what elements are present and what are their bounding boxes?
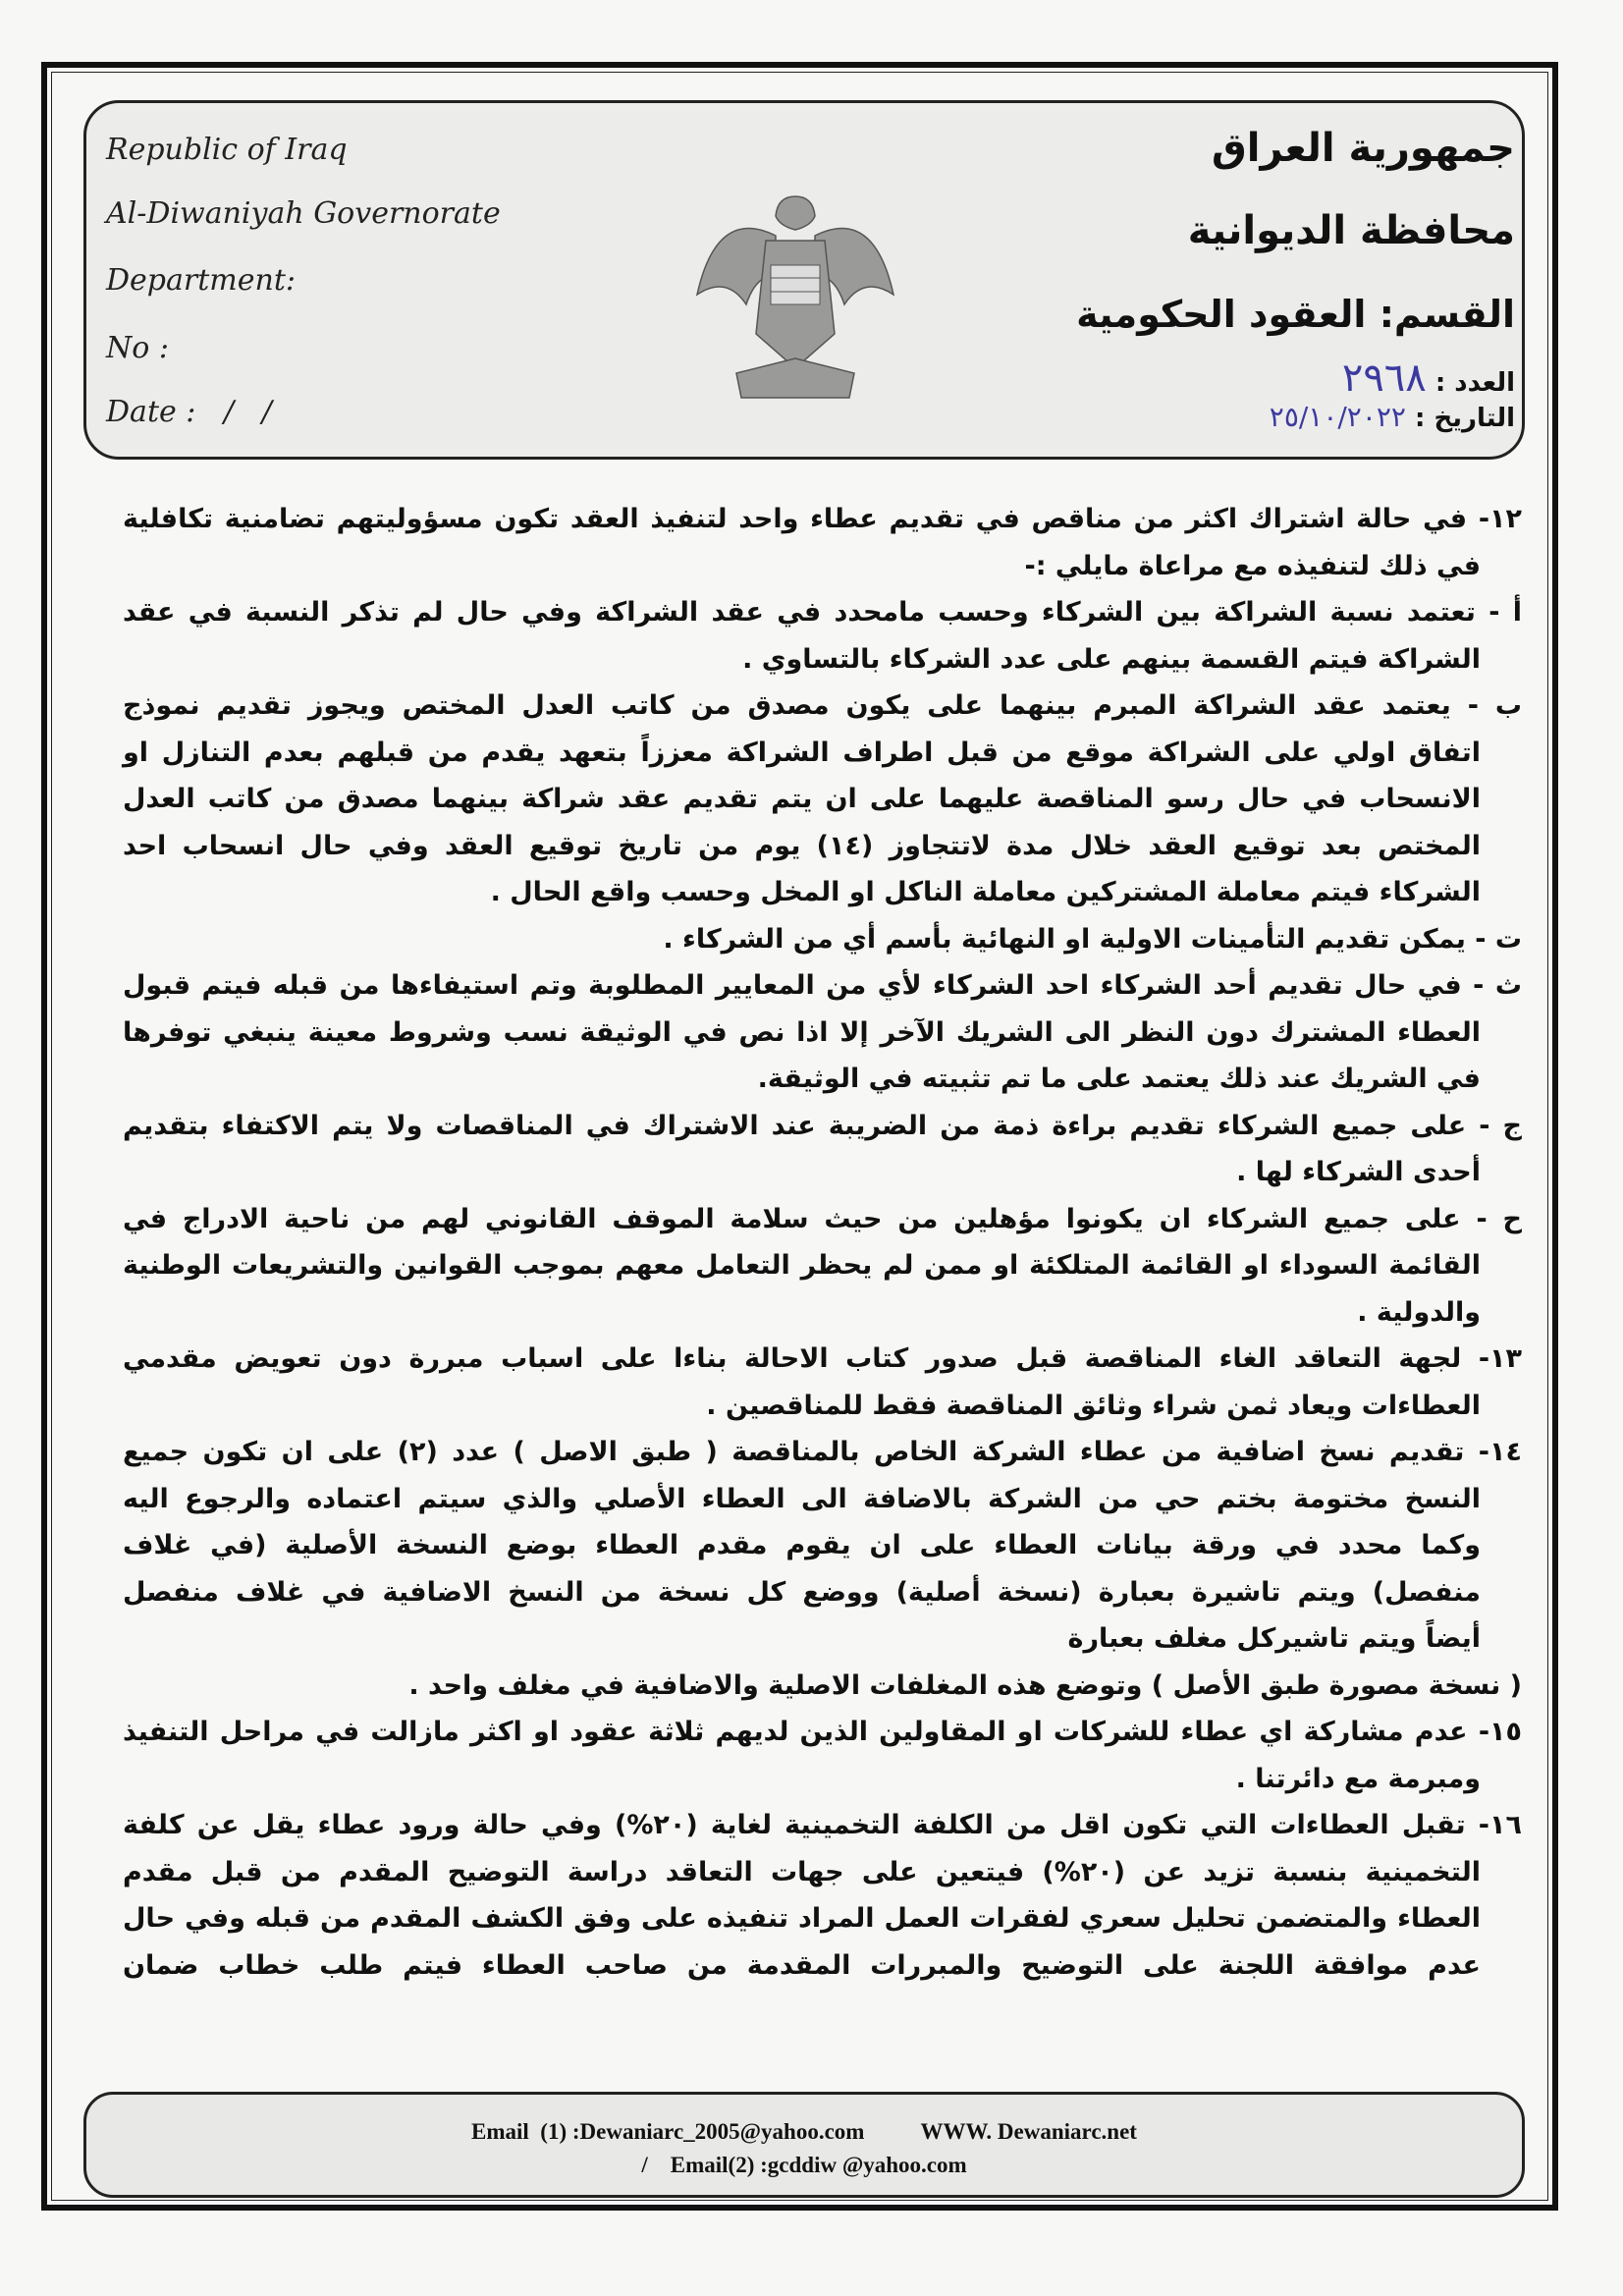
arabic-country: جمهورية العراق — [1211, 126, 1515, 171]
footer-email-2: / Email(2) :gcddiw @yahoo.com — [641, 2153, 967, 2177]
handwritten-number: ٢٩٦٨ — [1341, 355, 1427, 401]
body-line: الشراكة فيتم القسمة بينهم على عدد الشركاء بالتساوي . — [742, 643, 1481, 675]
body-line: النسخ مختومة بختم حي من الشركة بالاضافة الى العطاء الأصلي والذي سيتم اعتماده والرجوع اليه — [123, 1483, 1481, 1514]
body-line: ت - يمكن تقديم التأمينات الاولية او النهائية بأسم أي من الشركاء . — [663, 923, 1522, 955]
body-line: ث - في حال تقديم أحد الشركاء احد الشركاء لأي من المعايير المطلوبة وتم استيفاءها من قبله فيتم قبول — [123, 970, 1522, 1001]
body-line: التخمينية بنسبة تزيد عن (٢٠%) فيتعين على جهات التعاقد دراسة التوضيح المقدم من قبل مقدم — [123, 1856, 1482, 1887]
body-line: وكما محدد في ورقة بيانات العطاء على ان يقوم مقدم العطاء بوضع النسخة الأصلية (في غلاف — [123, 1530, 1481, 1560]
body-line: ١٦- تقبل العطاءات التي تكون اقل من الكلفة التخمينية لغاية (٢٠%) وفي حالة ورود عطاء يقل عن كلفة — [123, 1810, 1522, 1840]
english-governorate: Al-Diwaniyah Governorate — [106, 196, 501, 231]
body-line: ( نسخة مصورة طبق الأصل ) وتوضع هذه المغلفات الاصلية والاضافية في مغلف واحد . — [408, 1669, 1522, 1701]
arabic-governorate: محافظة الديوانية — [1187, 208, 1515, 253]
body-line: أيضاً ويتم تاشيركل مغلف بعبارة — [1067, 1623, 1481, 1654]
body-line: في ذلك لتنفيذه مع مراعاة مايلي :- — [1024, 550, 1481, 581]
body-line: العطاءات ويعاد ثمن شراء وثائق المناقصة فقط للمناقصين . — [706, 1390, 1481, 1421]
body-line: العطاء والمتضمن تحليل سعري لفقرات العمل المراد تنفيذه على وفق الكشف المقدم من قبله وفي حال — [123, 1903, 1481, 1934]
body-line: أ - تعتمد نسبة الشراكة بين الشركاء وحسب مامحدد في عقد الشراكة وفي حال لم تذكر النسبة في عقد — [123, 597, 1522, 628]
body-line: الانسحاب في حال رسو المناقصة عليهما على ان يتم تقديم عقد شراكة بينهما مصدق من كاتب العدل — [123, 784, 1481, 814]
arabic-date-row — [1270, 401, 1515, 433]
body-line: الشركاء فيتم معاملة المشتركين معاملة الناكل او المخل وحسب واقع الحال . — [490, 877, 1481, 907]
english-department-label: Department: — [106, 263, 296, 298]
body-line: ح - على جميع الشركاء ان يكونوا مؤهلين من حيث سلامة الموقف القانوني لهم من ناحية الادراج في — [123, 1203, 1522, 1234]
english-date-label: Date : / / — [106, 395, 272, 429]
english-country: Republic of Iraq — [106, 133, 348, 167]
body-line: عدم موافقة اللجنة على التوضيح والمبررات المقدمة من صاحب العطاء فيتم طلب خطاب ضمان — [123, 1949, 1481, 1981]
document-body — [123, 496, 1522, 1989]
body-line: المختص بعد توقيع العقد خلال مدة لاتتجاوز (١٤) يوم من تاريخ توقيع العقد وفي حال انسحاب احد — [123, 830, 1481, 861]
footer — [83, 2092, 1525, 2198]
english-no-label: No : — [106, 331, 169, 365]
iraq-eagle-emblem — [687, 187, 903, 417]
body-line: أحدى الشركاء لها . — [1236, 1157, 1481, 1187]
body-line: ب - يعتمد عقد الشراكة المبرم بينهما على يكون مصدق من كاتب العدل المختص ويجوز تقديم نموذج — [123, 690, 1522, 721]
body-line: ١٤- تقديم نسخ اضافية من عطاء الشركة الخاص بالمناقصة ( طبق الاصل ) عدد (٢) على ان تكون جميع — [123, 1437, 1522, 1467]
body-line: في الشريك عند ذلك يعتمد على ما تم تثبيته في الوثيقة. — [757, 1064, 1481, 1094]
body-line: منفصل) ويتم تاشيرة بعبارة (نسخة أصلية) ووضع كل نسخة من النسخ الاضافية في غلاف منفصل — [123, 1576, 1481, 1608]
body-line: اتفاق اولي على الشراكة موقع من قبل اطراف الشراكة معززاً بتعهد يقدم من قبلهم بعدم التنازل او — [123, 737, 1481, 768]
date-label: التاريخ : — [1415, 404, 1515, 433]
arabic-department: القسم: العقود الحكومية — [1076, 293, 1515, 336]
footer-email-website: Email (1) :Dewaniarc_2005@yahoo.com WWW. Dewaniarc.net — [471, 2119, 1137, 2144]
body-line: القائمة السوداء او القائمة المتلكئة او ممن لم يحظر التعامل معهم بموجب القوانين والتشريعات الوطنية — [123, 1250, 1481, 1281]
arabic-number-row — [1342, 355, 1515, 401]
body-line: ١٥- عدم مشاركة اي عطاء للشركات او المقاولين الذين لديهم ثلاثة عقود او اكثر مازالت في مراحل التنفيذ — [123, 1717, 1522, 1747]
body-line: ١٢- في حالة اشتراك اكثر من مناقص في تقديم عطاء واحد لتنفيذ العقد تكون مسؤوليتهم تضامنية تكافلية — [123, 504, 1522, 534]
body-line: والدولية . — [1357, 1296, 1481, 1328]
handwritten-date: ٢٥/١٠/٢٠٢٢ — [1269, 401, 1406, 433]
body-line: ومبرمة مع دائرتنا . — [1235, 1763, 1481, 1794]
body-line: ١٣- لجهة التعاقد الغاء المناقصة قبل صدور كتاب الاحالة بناءا على اسباب مبررة دون تعويض مقدمي — [123, 1343, 1522, 1374]
body-line: العطاء المشترك دون النظر الى الشريك الآخر إلا اذا نص في الوثيقة نسب وشروط معينة ينبغي توفرها — [123, 1016, 1481, 1048]
body-line: ج - على جميع الشركاء تقديم براءة ذمة من الضريبة عند الاشتراك في المناقصات ولا يتم الاكتفاء بتقديم — [123, 1110, 1522, 1141]
number-label: العدد : — [1434, 368, 1515, 398]
